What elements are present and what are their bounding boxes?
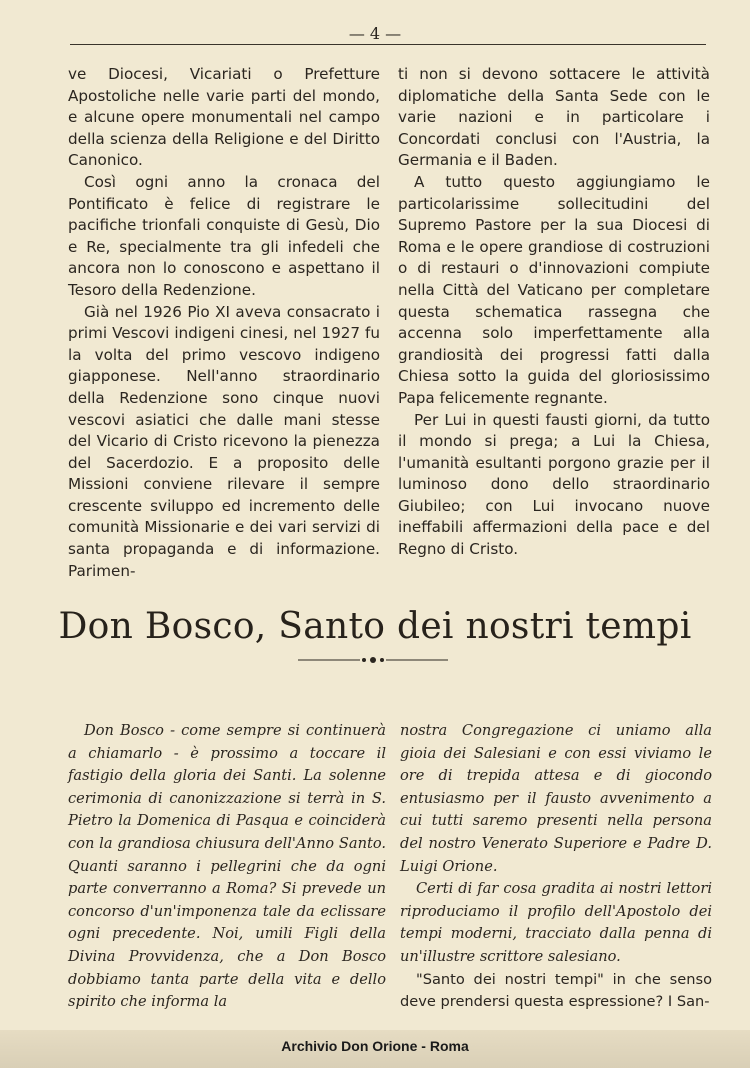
article-right-column [400,720,712,1014]
title-ornament [298,654,448,666]
paragraph: A tutto questo aggiungiamo le particolarissime sollecitudini del Supremo Pastore per la sua Diocesi di Roma e le opere grandiose di costruzioni o di restauri o d'innovazioni compiute nella Città del Vaticano per completare questa schematica rassegna che accenna solo imperfettamente alla grandiosità dei progressi fatti dalla Chiesa sotto la guida del gloriosissimo Papa felicemente regnante. [398,172,710,407]
left-column [68,64,380,582]
paragraph: Così ogni anno la cronaca del Pontificato è felice di registrare le pacifiche trionfali conquiste di Gesù, Dio e Re, specialmente tra gli infedeli che ancora non lo conoscono e aspettano il Tesoro della Redenzione. [68,172,380,299]
archive-watermark: Archivio Don Orione - Roma [281,1038,469,1054]
paragraph: Certi di far cosa gradita ai nostri lettori riproduciamo il profilo dell'Apostolo dei tempi moderni, tracciato dalla penna di un'illustre scrittore salesiano. [400,880,712,965]
article-left-column [68,720,386,1014]
paragraph: nostra Congregazione ci uniamo alla gioia dei Salesiani e con essi viviamo le ore di trepida attesa e di giocondo entusiasmo per il fausto avvenimento a cui tutti saremo presenti nella persona del nostro Venerato Superiore e Padre D. Luigi Orione. [400,722,712,875]
paragraph: ti non si devono sottacere le attività diplomatiche della Santa Sede con le varie nazioni e in particolare i Concordati conclusi con l'Austria, la Germania e il Baden. [398,65,710,170]
paragraph: "Santo dei nostri tempi" in che senso deve prendersi questa espressione? I San- [400,970,712,1011]
paragraph: Don Bosco - come sempre si continuerà a chiamarlo - è prossimo a toccare il fastigio della gloria dei Santi. La solenne cerimonia di canonizzazione si terrà in S. Pietro la Domenica di Pasqua e coinciderà con la grandiosa chiusura dell'Anno Santo. Quanti saranno i pellegrini che da ogni parte converranno a Roma? Si prevede un concorso d'un'imponenza tale da eclissare ogni precedente. Noi, umili Figli della Divina Provvidenza, che a Don Bosco dobbiamo tanta parte della vita e dello spirito che informa la [68,722,386,1011]
paragraph: Per Lui in questi fausti giorni, da tutto il mondo si prega; a Lui la Chiesa, l'umanità esultanti porgono grazie per il luminoso dono dello straordinario Giubileo; con Lui invocano nuove ineffabili affermazioni della pace e del Regno di Cristo. [398,410,710,559]
header-rule [70,44,706,45]
paragraph: ve Diocesi, Vicariati o Prefetture Apostoliche nelle varie parti del mondo, e alcune opere monumentali nel campo della scienza della Religione e del Diritto Canonico. [68,65,380,170]
page-number: — 4 — [0,24,750,43]
paragraph: Già nel 1926 Pio XI aveva consacrato i primi Vescovi indigeni cinesi, nel 1927 fu la volta del primo vescovo indigeno giapponese. Nell'anno straordinario della Redenzione sono cinque nuovi vescovi asiatici che dalle mani stesse del Vicario di Cristo ricevono la pienezza del Sacerdozio. E a proposito delle Missioni conviene rilevare il sempre crescente sviluppo ed incremento delle comunità Missionarie e dei vari servizi di santa propaganda e di informazione. Parimen- [68,302,380,580]
right-column [398,64,710,561]
article-title: Don Bosco, Santo dei nostri tempi [58,606,692,647]
